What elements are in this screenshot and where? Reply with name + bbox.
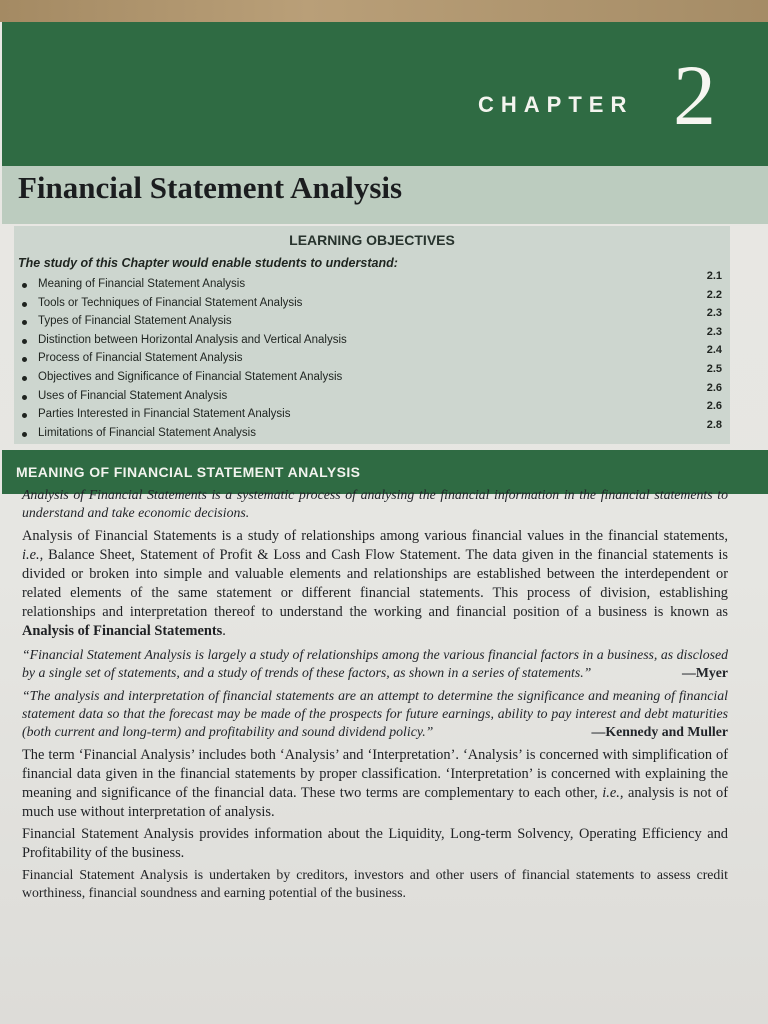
list-item bbox=[22, 418, 722, 446]
paragraph-text: analysis is not of much use without interpretation of analysis. bbox=[22, 785, 728, 820]
body-paragraph bbox=[22, 746, 728, 822]
objective-page-number: 2.6 bbox=[706, 381, 722, 394]
list-item bbox=[22, 288, 722, 316]
list-item bbox=[22, 307, 722, 334]
quote-text: “The analysis and interpretation of financial statements are an attempt to determine the significance and meaning of financial statement data so that the forecast may be made of the prospects for future earnings, ability to pay interest and debt maturities (both current and long-term) and profitability and sound dividend policy.” bbox=[22, 688, 728, 739]
objective-page-number: 2.1 bbox=[706, 270, 722, 282]
quote-attribution: —Kennedy and Muller bbox=[591, 724, 728, 739]
bullet-icon bbox=[22, 320, 27, 325]
list-item bbox=[22, 270, 722, 297]
background-table bbox=[0, 0, 768, 22]
objective-page-number: 2.4 bbox=[706, 344, 722, 357]
objective-page-number: 2.6 bbox=[706, 400, 722, 413]
body-paragraph: Financial Statement Analysis provides information about the Liquidity, Long-term Solvency, Operating Efficiency and Profitability of the business. bbox=[22, 826, 728, 861]
objective-page-number: 2.2 bbox=[706, 288, 722, 301]
objective-text: Types of Financial Statement Analysis bbox=[38, 315, 232, 328]
chapter-label: CHAPTER bbox=[478, 92, 634, 117]
section-body bbox=[22, 486, 728, 902]
bullet-icon bbox=[22, 376, 27, 381]
objective-text: Distinction between Horizontal Analysis and Vertical Analysis bbox=[38, 333, 347, 346]
objective-text: Tools or Techniques of Financial Statement Analysis bbox=[38, 296, 303, 309]
objective-page-number: 2.3 bbox=[706, 307, 722, 320]
list-item bbox=[22, 362, 722, 390]
objective-text: Process of Financial Statement Analysis bbox=[38, 352, 243, 365]
list-item bbox=[22, 381, 722, 409]
objective-page-number: 2.5 bbox=[706, 362, 722, 375]
paragraph-abbreviation: i.e., bbox=[602, 785, 624, 801]
paragraph-text: Balance Sheet, Statement of Profit & Loss and Cash Flow Statement. The data given in the financial statements is divided or broken into simple and valuable elements and relationships are established between the interdependent or related elements of the same statement or different financial statements. This process of division, establishing relationships and interpretation thereof to understand the working and financial position of a business is known as bbox=[22, 547, 728, 620]
objective-text: Objectives and Significance of Financial Statement Analysis bbox=[38, 370, 343, 383]
paragraph-abbreviation: i.e., bbox=[22, 547, 44, 563]
objective-text: Limitations of Financial Statement Analysis bbox=[38, 426, 256, 439]
paragraph-text: . bbox=[222, 623, 226, 639]
chapter-number: 2 bbox=[673, 47, 716, 143]
quote-myer bbox=[22, 646, 728, 682]
bullet-icon bbox=[22, 357, 27, 362]
objective-text: Parties Interested in Financial Statement Analysis bbox=[38, 408, 291, 421]
chapter-title: Financial Statement Analysis bbox=[18, 170, 403, 205]
list-item bbox=[22, 400, 722, 427]
list-item bbox=[22, 325, 722, 353]
bullet-icon bbox=[22, 413, 27, 418]
quote-text: “Financial Statement Analysis is largely a study of relationships among the various financial factors in a business, as disclosed by a single set of statements, and a study of trends of these factors, as shown in a series of statements.” bbox=[22, 647, 728, 680]
bullet-icon bbox=[22, 302, 27, 307]
quote-attribution: —Myer bbox=[682, 665, 728, 680]
chapter-header-band bbox=[2, 22, 768, 166]
objective-page-number: 2.8 bbox=[706, 418, 722, 431]
bullet-icon bbox=[22, 395, 27, 400]
section-heading: MEANING OF FINANCIAL STATEMENT ANALYSIS bbox=[16, 464, 361, 480]
objective-text: Uses of Financial Statement Analysis bbox=[38, 389, 228, 402]
learning-objectives-list bbox=[22, 270, 722, 445]
body-paragraph: Financial Statement Analysis is undertaken by creditors, investors and other users of financial statements to assess credit worthiness, financial soundness and earning potential of the business. bbox=[22, 867, 728, 900]
bullet-icon bbox=[22, 283, 27, 288]
paragraph-emphasis: Analysis of Financial Statements bbox=[22, 623, 223, 639]
paragraph-text: Analysis of Financial Statements is a study of relationships among various financial values in the financial statements, bbox=[22, 528, 728, 544]
paragraph-text: The term ‘Financial Analysis’ includes both ‘Analysis’ and ‘Interpretation’. ‘Analysis’ is concerned with simplification of financial data given in the financial statements by proper classification. ‘Interpretation’ is concerned with explaining the meaning and significance of the financial data. These two terms are complementary to each other, bbox=[22, 747, 728, 801]
bullet-icon bbox=[22, 339, 27, 344]
objective-text: Meaning of Financial Statement Analysis bbox=[38, 278, 246, 290]
bullet-icon bbox=[22, 432, 27, 437]
list-item bbox=[22, 344, 722, 371]
quote-kennedy-muller bbox=[22, 687, 728, 741]
learning-objectives-heading: LEARNING OBJECTIVES bbox=[289, 232, 455, 248]
learning-objectives-intro: The study of this Chapter would enable students to understand: bbox=[18, 256, 398, 270]
objective-page-number: 2.3 bbox=[706, 325, 722, 338]
learning-objectives-box bbox=[14, 226, 730, 444]
body-paragraph bbox=[22, 527, 728, 641]
definition-paragraph: Analysis of Financial Statements is a systematic process of analysing the financial information in the financial statements to understand and take economic decisions. bbox=[22, 487, 728, 520]
